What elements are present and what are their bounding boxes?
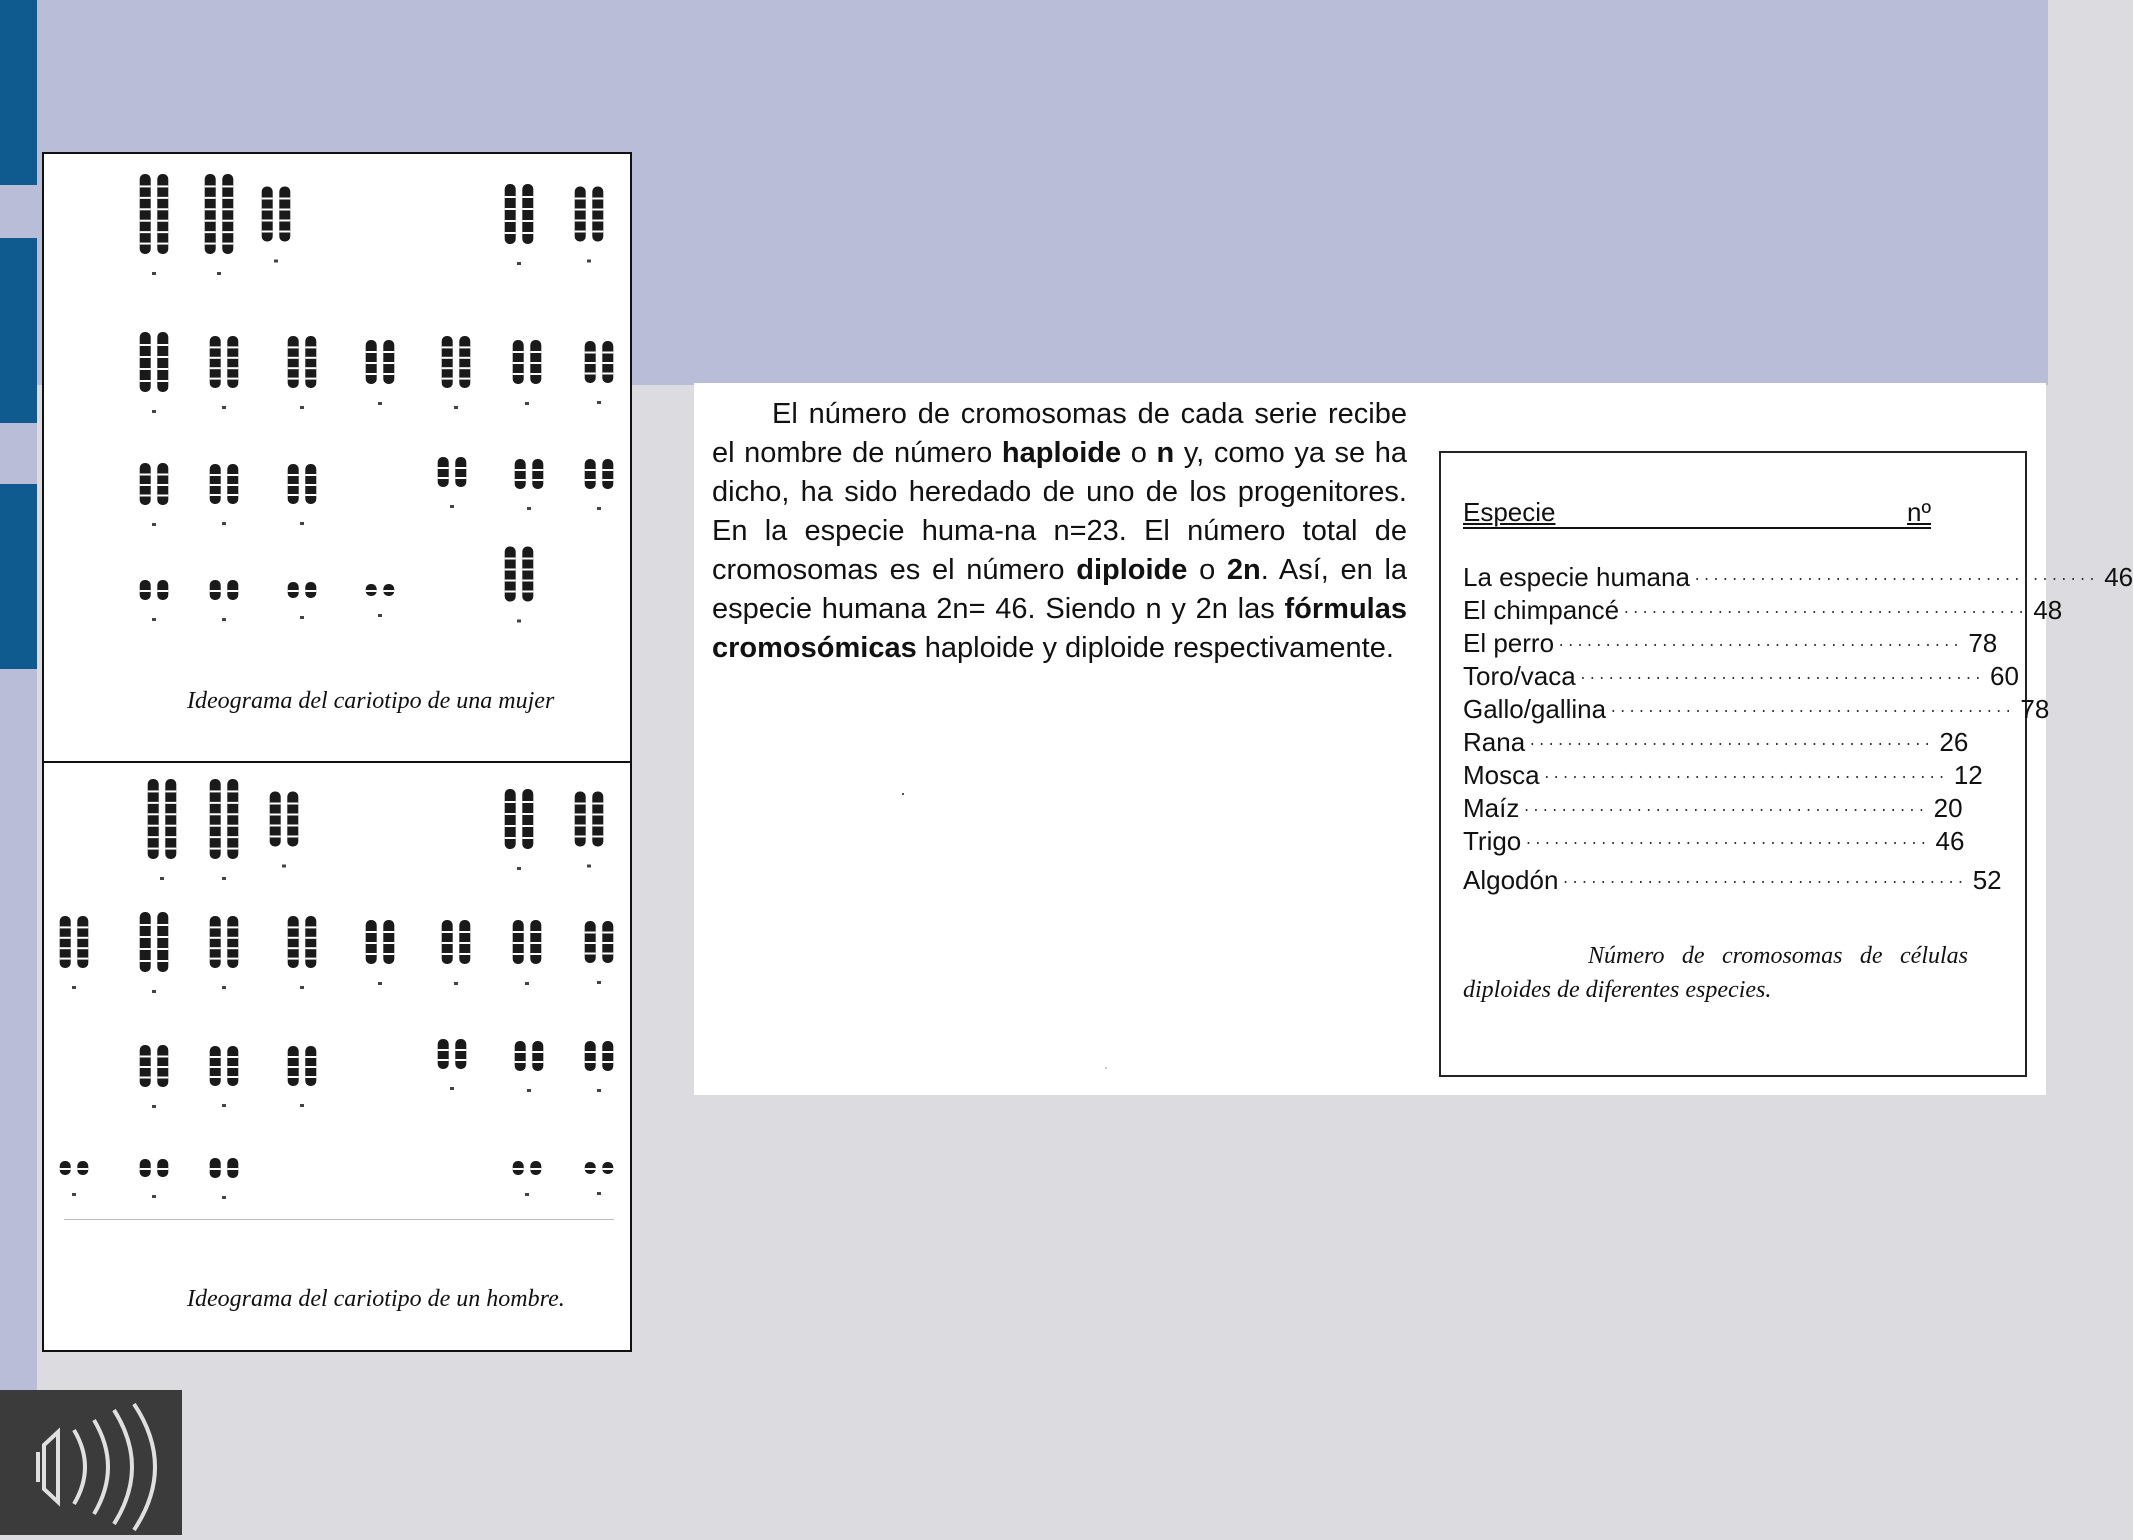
chromosome-icon	[140, 463, 169, 505]
chromosome-icon	[438, 1039, 467, 1069]
chromosome-icon	[585, 1041, 614, 1071]
karyotype-panel	[42, 152, 632, 1352]
chromosome-icon	[210, 336, 239, 388]
accent-bar-2	[0, 238, 37, 423]
chromosome-icon	[513, 920, 542, 964]
chromosome-icon	[210, 1158, 239, 1178]
chromosome-icon	[575, 792, 604, 847]
female-karyotype-image	[44, 154, 630, 674]
accent-bar-1	[0, 0, 37, 185]
chromosome-icon	[140, 332, 169, 392]
chromosome-icon	[288, 582, 317, 598]
table-row: Toro/vaca ........................................... 60	[1463, 661, 2019, 691]
table-row: Maíz ........................................... 20	[1463, 793, 1963, 823]
chromosome-icon	[140, 1045, 169, 1087]
chromosome-icon	[60, 916, 89, 968]
term-haploide: haploide	[1001, 437, 1122, 469]
chromosome-icon	[288, 336, 317, 388]
stray-dot	[1105, 1067, 1107, 1069]
chromosome-icon	[575, 187, 604, 242]
chromosome-icon	[513, 340, 542, 384]
header-species: Especie	[1463, 497, 1556, 527]
term-formulas-cromosomicas: fórmulas cromosómicas	[712, 593, 1407, 664]
table-row: Trigo ........................................... 46	[1463, 826, 1965, 856]
table-row: Rana ........................................... 26	[1463, 727, 1969, 757]
chromosome-icon	[438, 457, 467, 487]
chromosome-table	[1439, 451, 2133, 1077]
chromosome-icon	[210, 580, 239, 600]
chromosome-icon	[585, 341, 614, 383]
table-caption: Número de cromosomas de células diploides de diferentes especies.	[1463, 943, 1968, 1003]
stray-dot	[902, 793, 904, 795]
chromosome-icon	[270, 792, 299, 847]
chromosome-icon	[288, 1046, 317, 1086]
table-row: El perro ........................................... 78	[1463, 628, 1998, 658]
chromosome-icon	[442, 336, 471, 388]
chromosome-icon	[442, 920, 471, 964]
term-n: n	[1156, 437, 1175, 469]
chromosome-icon	[366, 340, 395, 384]
chromosome-icon	[148, 779, 177, 859]
speaker-icon	[0, 1390, 182, 1535]
chromosome-icon	[140, 912, 169, 972]
accent-bar-3	[0, 484, 37, 669]
table-row: La especie humana ........................................... 46	[1463, 562, 2133, 592]
chromosome-icon	[585, 1162, 614, 1174]
chromosome-icon	[60, 1161, 89, 1175]
chromosome-icon	[515, 459, 544, 489]
chromosome-icon	[210, 464, 239, 504]
header-number: nº	[1907, 497, 1931, 527]
chromosome-icon	[366, 584, 395, 596]
male-karyotype-image	[44, 764, 630, 1274]
chromosome-icon	[366, 920, 395, 964]
table-header	[1463, 497, 1931, 529]
chromosome-icon	[515, 1041, 544, 1071]
chromosome-icon	[210, 779, 239, 859]
term-2n: 2n	[1226, 554, 1261, 586]
chromosome-icon	[288, 464, 317, 504]
chromosome-icon	[585, 459, 614, 489]
male-karyotype-caption: Ideograma del cariotipo de un hombre.	[187, 1286, 565, 1312]
table-row: Mosca ........................................... 12	[1463, 760, 1983, 790]
chromosome-icon	[140, 1159, 169, 1177]
term-diploide: diploide	[1076, 554, 1188, 586]
karyotype-divider	[44, 761, 630, 763]
table-rows	[1463, 561, 2133, 897]
table-row: El chimpancé ........................................... 48	[1463, 595, 2063, 625]
chromosome-number-paragraph: El número de cromosomas de cada serie recibe el nombre de número haploide o n y, como ya se ha dicho, ha sido heredado de uno de los progenitores. En la especie huma-na n=23. El número total de cromosomas es el número diploide o 2n. Así, en la especie humana 2n= 46. Siendo n y 2n las fórmulas cromosómicas haploide y diploide respectivamente.	[712, 398, 1408, 664]
chromosome-icon	[262, 187, 291, 242]
chromosome-icon	[140, 174, 169, 254]
chromosome-icon	[210, 916, 239, 968]
chromosome-icon	[513, 1161, 542, 1175]
female-karyotype-caption: Ideograma del cariotipo de una mujer	[187, 688, 555, 714]
chromosome-icon	[585, 921, 614, 963]
chromosome-icon	[505, 184, 534, 244]
chromosome-icon	[505, 547, 534, 602]
chromosome-icon	[505, 789, 534, 849]
table-row: Gallo/gallina ........................................... 78	[1463, 694, 2050, 724]
chromosome-icon	[288, 916, 317, 968]
table-row: Algodón ........................................... 52	[1463, 865, 2002, 895]
chromosome-icon	[140, 580, 169, 600]
chromosome-icon	[210, 1046, 239, 1086]
speaker-button[interactable]	[0, 1390, 182, 1535]
left-strip	[0, 0, 37, 1390]
chromosome-icon	[205, 174, 234, 254]
